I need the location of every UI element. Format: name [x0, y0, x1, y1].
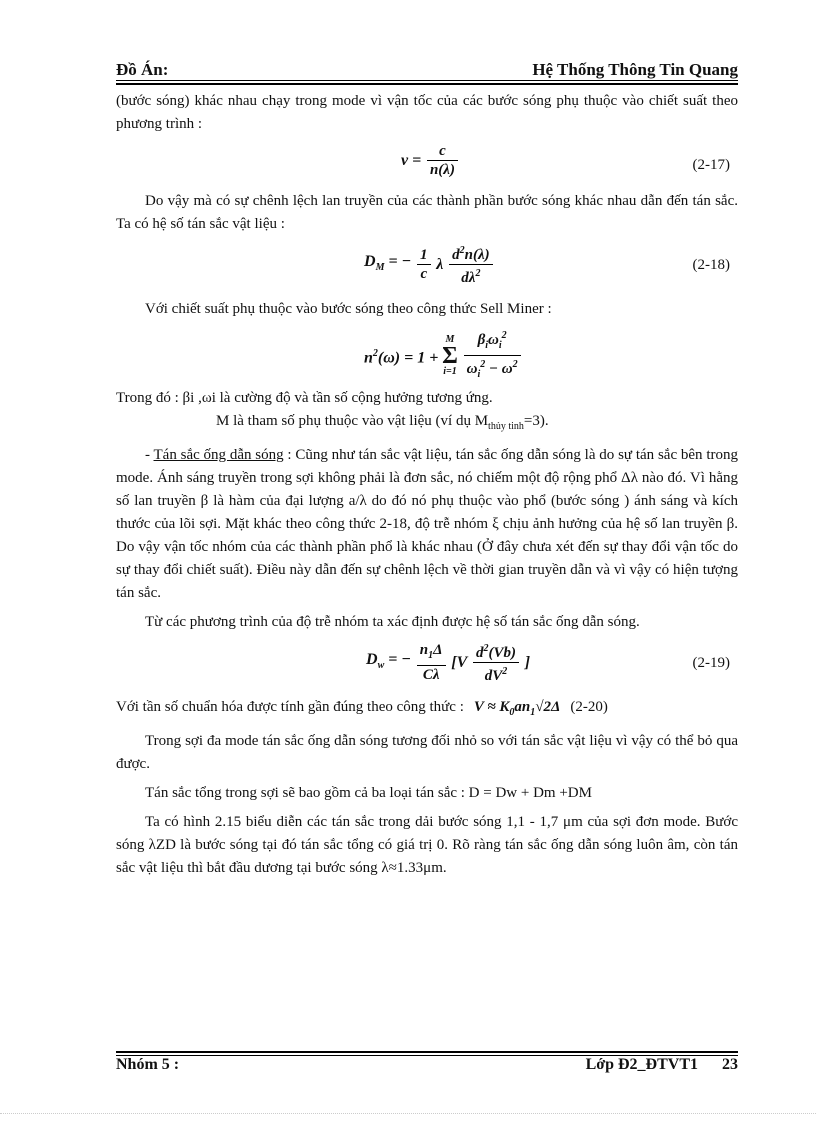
equation-number: (2-20): [570, 699, 608, 715]
equation-number: (2-19): [692, 655, 730, 671]
formula-sellmeier: $n^2(\omega) = 1 + M$ Σ i=1 $\frac{\beta_i\omega_i^2}{\omega_i^2 - \omega^2}$: [364, 327, 523, 375]
formula-2-20: $V \approx K_0an_1√2\Delta$: [473, 699, 561, 718]
paragraph-3: Với chiết suất phụ thuộc vào bước sóng theo công thức Sell Miner :: [145, 301, 552, 317]
footer-class: Lớp Đ2_ĐTVT1: [585, 1056, 698, 1073]
equation-2-18: [116, 242, 738, 290]
equation-sellmeier: [116, 327, 738, 379]
paragraph-10: Tán sắc tổng trong sợi sẽ bao gồm cả ba loại tán sắc : D = Dw + Dm +DM: [145, 785, 592, 801]
paragraph-7: Từ các phương trình của độ trễ nhóm ta xác định được hệ số tán sắc ống dẫn sóng.: [145, 614, 640, 630]
page-header: [116, 58, 738, 82]
formula-2-18: $D_M$ = − $\frac{1}{c}$ λ $\frac{d^2n(\lambda)}{d\lambda^2}$: [364, 242, 495, 290]
paragraph-8: Với tần số chuẩn hóa được tính gần đúng theo công thức : $V \approx K_0an_1√2\Delta$ (2-20): [116, 699, 608, 718]
body-text: [116, 90, 738, 880]
footer-rule-thick: [116, 1051, 738, 1053]
header-right-title: Hệ Thống Thông Tin Quang: [532, 60, 738, 79]
header-rule-thick: [116, 83, 738, 85]
page-footer: [116, 1056, 738, 1078]
paragraph-5: M là tham số phụ thuộc vào vật liệu (ví dụ $M_{thủy tinh}=3$).: [216, 413, 549, 432]
equation-number: (2-17): [692, 157, 730, 173]
equation-2-19: [116, 640, 738, 688]
paragraph-9: Trong sợi đa mode tán sắc ống dẫn sóng tương đối nhỏ so với tán sắc vật liệu vì vậy có thể bỏ qua được.: [116, 733, 738, 772]
header-rule: [116, 80, 738, 81]
equation-2-17: [116, 142, 738, 182]
page-edge: [0, 1113, 816, 1114]
paragraph-1: (bước sóng) khác nhau chạy trong mode vì vận tốc của các bước sóng phụ thuộc vào chiết suất theo phương trình :: [116, 93, 738, 132]
formula-2-19: $D_w$ = − $\frac{n_1\Delta}{C\lambda}$ [V $\frac{d^2(Vb)}{dV^2}$ ]: [366, 642, 531, 684]
page-number: 23: [722, 1056, 738, 1073]
paragraph-11: Ta có hình 2.15 biểu diễn các tán sắc trong dải bước sóng 1,1 - 1,7 μm của sợi đơn mode. Bước sóng λZD là bước sóng tại đó tán sắc tổng có giá trị 0. Rõ ràng tán sắc ống dẫn sóng luôn âm, còn tán sắc vật liệu thì bắt đầu dương tại bước sóng λ≈1.33μm.: [116, 814, 738, 876]
header-left-title: Đồ Án:: [116, 60, 169, 79]
equation-number: (2-18): [692, 257, 730, 273]
footer-group: Nhóm 5 :: [116, 1056, 180, 1073]
footer-right: [586, 1056, 738, 1074]
paragraph-6: - Tán sắc ống dẫn sóng : Cũng như tán sắc vật liệu, tán sắc ống dẫn sóng là do sự tán sắc bên trong mode. Ánh sáng truyền trong sợi không phải là đơn sắc, nó chiếm một độ rộng phổ Δλ nào đó. Vì hằng số lan truyền β là hàm của đại lượng a/λ do đó nó phụ thuộc vào phổ (bước sóng ) ánh sáng và kích thước của lõi sợi. Mặt khác theo công thức 2-18, độ trễ nhóm ξ chịu ảnh hưởng của hệ số lan truyền β. Do vậy vận tốc nhóm của các thành phần phổ là khác nhau (Ở đây chưa xét đến sự thay đổi vận tốc do sự thay đổi chiết suất). Điều này dẫn đến sự chênh lệch về thời gian truyền dẫn và vì vậy có hiện tượng tán sắc.: [116, 447, 738, 601]
paragraph-4: Trong đó : βi ,ωi là cường độ và tần số cộng hưởng tương ứng.: [116, 390, 493, 406]
section-term: Tán sắc ống dẫn sóng: [153, 447, 284, 463]
paragraph-2: Do vậy mà có sự chênh lệch lan truyền của các thành phần bước sóng khác nhau dẫn đến tán sắc. Ta có hệ số tán sắc vật liệu :: [116, 193, 738, 232]
formula-2-17: v = $\frac{c}{n(\lambda)}$: [401, 142, 460, 190]
